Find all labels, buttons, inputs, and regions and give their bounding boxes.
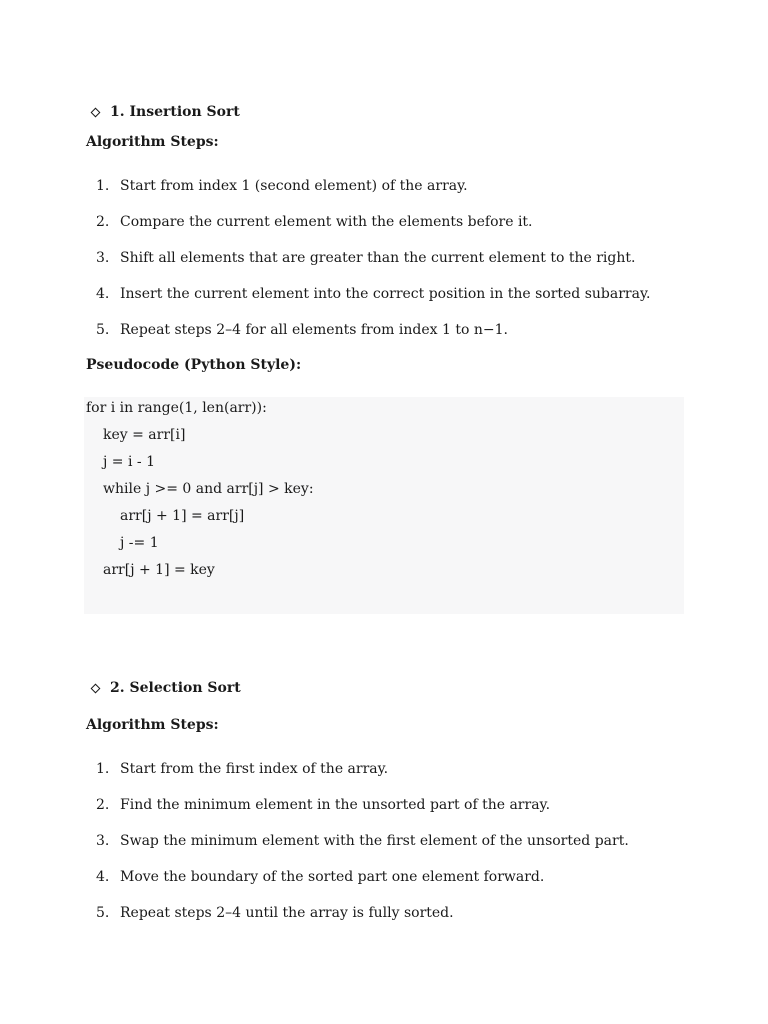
- list-item: [86, 177, 650, 213]
- selection-sort-steps-list: [86, 760, 629, 940]
- step-number: 4.: [96, 869, 110, 885]
- code-line: arr[j + 1] = key: [103, 562, 215, 578]
- code-line: j = i - 1: [103, 454, 155, 470]
- step-number: 2.: [96, 797, 110, 813]
- step-text: Insert the current element into the correct position in the sorted subarray.: [120, 286, 651, 302]
- code-line: while j >= 0 and arr[j] > key:: [103, 481, 314, 497]
- step-number: 5.: [96, 322, 110, 338]
- code-line: key = arr[i]: [103, 427, 186, 443]
- insertion-sort-steps-label: Algorithm Steps:: [86, 134, 219, 150]
- step-number: 5.: [96, 905, 110, 921]
- insertion-sort-heading-text: 1. Insertion Sort: [110, 104, 240, 120]
- list-item: [86, 904, 629, 940]
- step-number: 3.: [96, 250, 110, 266]
- list-item: [86, 760, 629, 796]
- pseudocode-label: Pseudocode (Python Style):: [86, 357, 302, 373]
- step-text: Repeat steps 2–4 until the array is fully sorted.: [120, 905, 454, 921]
- step-number: 2.: [96, 214, 110, 230]
- code-line: arr[j + 1] = arr[j]: [120, 508, 245, 524]
- step-number: 1.: [96, 761, 110, 777]
- list-item: [86, 213, 650, 249]
- selection-sort-steps-label: Algorithm Steps:: [86, 717, 219, 733]
- insertion-sort-steps-list: [86, 177, 650, 357]
- step-text: Swap the minimum element with the first element of the unsorted part.: [120, 833, 629, 849]
- pseudocode-block: [84, 397, 684, 614]
- list-item: [86, 832, 629, 868]
- list-item: [86, 868, 629, 904]
- step-text: Start from the first index of the array.: [120, 761, 389, 777]
- code-line: j -= 1: [120, 535, 159, 551]
- step-text: Start from index 1 (second element) of the array.: [120, 178, 468, 194]
- step-text: Find the minimum element in the unsorted part of the array.: [120, 797, 551, 813]
- diamond-bullet-icon: [91, 107, 101, 117]
- step-number: 1.: [96, 178, 110, 194]
- step-number: 4.: [96, 286, 110, 302]
- step-text: Shift all elements that are greater than the current element to the right.: [120, 250, 636, 266]
- list-item: [86, 285, 650, 321]
- list-item: [86, 249, 650, 285]
- selection-sort-heading: [90, 680, 241, 696]
- diamond-bullet-icon: [91, 683, 101, 693]
- step-text: Repeat steps 2–4 for all elements from index 1 to n−1.: [120, 322, 508, 338]
- code-line: for i in range(1, len(arr)):: [86, 400, 267, 416]
- step-text: Move the boundary of the sorted part one element forward.: [120, 869, 545, 885]
- insertion-sort-heading: [90, 104, 240, 120]
- step-number: 3.: [96, 833, 110, 849]
- selection-sort-heading-text: 2. Selection Sort: [110, 680, 241, 696]
- step-text: Compare the current element with the elements before it.: [120, 214, 533, 230]
- list-item: [86, 796, 629, 832]
- list-item: [86, 321, 650, 357]
